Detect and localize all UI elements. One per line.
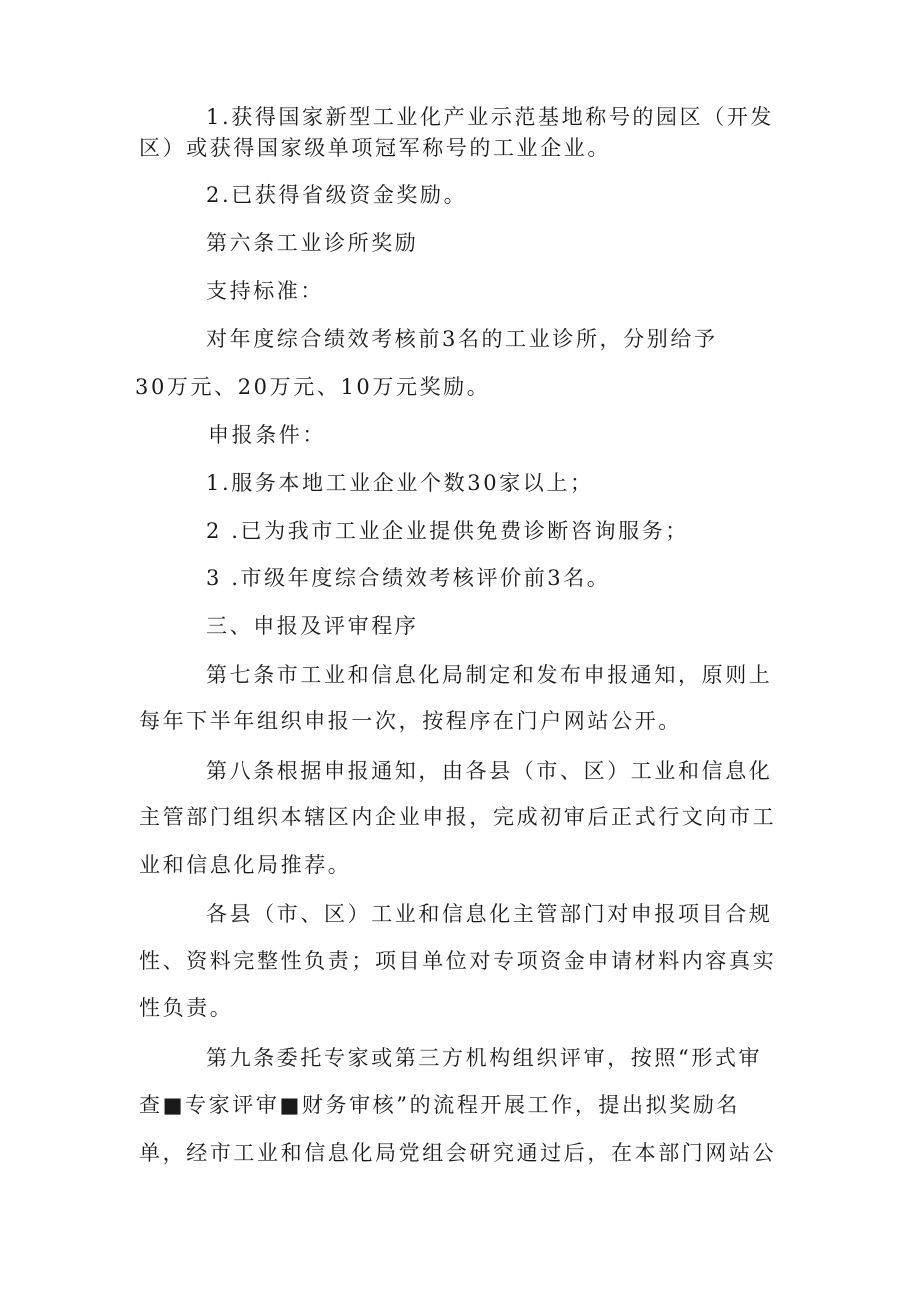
- text-line: 1.获得国家新型工业化产业示范基地称号的园区（开发: [206, 105, 775, 129]
- text-line: 第八条根据申报通知，由各县（市、区）工业和信息化: [206, 759, 773, 783]
- text-line: 第九条委托专家或第三方机构组织评审，按照“形式审: [206, 1046, 763, 1070]
- text-line: 区）或获得国家级单项冠军称号的工业企业。: [139, 136, 611, 160]
- text-line: 2.已获得省级资金奖励。: [206, 183, 468, 207]
- text-line: 单，经市工业和信息化局党组会研究通过后，在本部门网站公: [139, 1141, 777, 1165]
- text-line: 30万元、20万元、10万元奖励。: [135, 375, 491, 399]
- text-line: 2 .已为我市工业企业提供免费诊断咨询服务；: [206, 519, 689, 543]
- text-line: 性、资料完整性负责；项目单位对专项资金申请材料内容真实: [139, 949, 777, 973]
- text-line: 支持标准：: [206, 279, 324, 303]
- text-line: 性负责。: [139, 996, 234, 1020]
- text-line: 业和信息化局推荐。: [139, 853, 352, 877]
- text-line: 第七条市工业和信息化局制定和发布申报通知，原则上: [206, 663, 773, 687]
- text-line: 各县（市、区）工业和信息化主管部门对申报项目合规: [206, 902, 773, 926]
- text-line: 查■专家评审■财务审核”的流程开展工作，提出拟奖励名: [139, 1093, 741, 1117]
- section-heading: 第六条工业诊所奖励: [206, 231, 419, 255]
- text-line: 每年下半年组织申报一次，按程序在门户网站公开。: [139, 709, 682, 733]
- section-heading: 三、申报及评审程序: [206, 614, 419, 638]
- text-line: 3 .市级年度综合绩效考核评价前3名。: [206, 566, 611, 590]
- text-line: 申报条件：: [208, 423, 326, 447]
- text-line: 对年度综合绩效考核前3名的工业诊所，分别给予: [206, 327, 718, 351]
- text-line: 主管部门组织本辖区内企业申报，完成初审后正式行文向市工: [139, 805, 777, 829]
- text-line: 1.服务本地工业企业个数30家以上；: [206, 471, 594, 495]
